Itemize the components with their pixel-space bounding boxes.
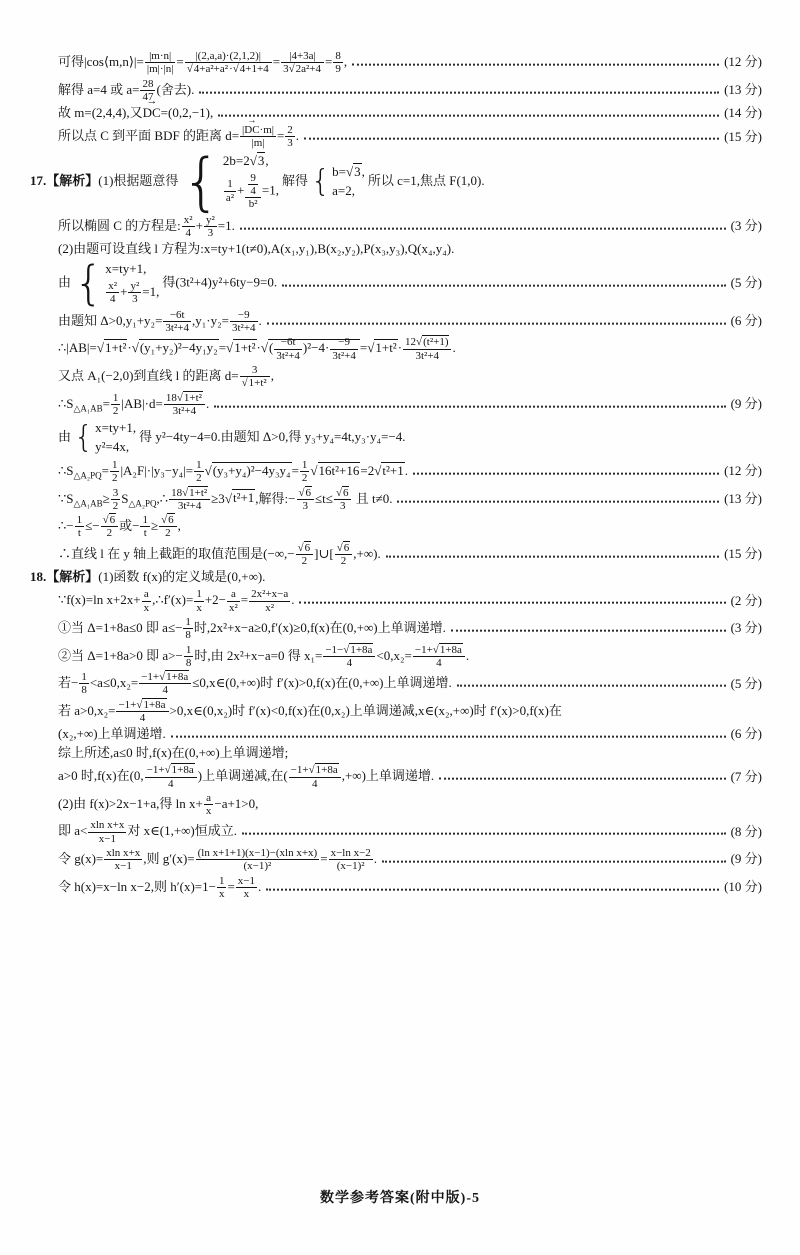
answer-line [30,569,762,586]
answer-line [58,542,762,568]
math-content: 若 a>0,x₂= $\frac{-1+√1+8a}{4}$ >0,x∈(0,x₂)时 f′(x)<0,f(x)在(0,x₂)上单调递减,x∈(x₂,+∞)时 f′(x)>0,f(x)在 [58,698,562,725]
dotted-leader [299,594,725,604]
math-content: 若− $\frac{1}{8}$ <a≤0,x₂= $\frac{-1+√1+8a}{4}$ ≤0,x∈(0,+∞)时 f′(x)>0,f(x)在(0,+∞)上单调递增. [58,671,452,697]
math-content: 解得 a=4 或 a= $\frac{28}{47}$ (舍去). [58,77,195,103]
dotted-leader [282,276,725,286]
answer-line [58,105,762,122]
math-content: 又点 A₁(−2,0)到直线 l 的距离 d= $\frac{3}{\text{√1+t²}}$ , [58,363,274,390]
answer-line [58,671,762,697]
math-content: ①当 Δ=1+8a≤0 即 a≤− $\frac{1}{8}$ 时,2x²+x−a≥0,f′(x)≥0,f(x)在(0,+∞)上单调递增. [58,615,446,642]
score-label: (13 分) [724,490,762,506]
score-label: (8 分) [730,823,762,839]
answer-line [58,588,762,614]
score-label: (10 分) [724,879,762,895]
answer-line [58,78,762,104]
answer-line [58,514,762,540]
answer-line [58,214,762,240]
math-content: 综上所述,a≤0 时,f(x)在(0,+∞)上单调递增; [58,745,289,761]
math-content: 18.【解析】(1)函数 f(x)的定义域是(0,+∞). [30,569,266,585]
math-content: a>0 时,f(x)在(0, $\frac{-1+√1+8a}{4}$ )上单调递减,在( $\frac{-1+√1+8a}{4}$ ,+∞)上单调递增. [58,764,435,790]
math-content: $\because S_{\triangle A_1AB}\ge$ $\frac{3}{2}$ $S_{\triangle A_2PQ},\therefore$ $\frac{\text{18√1+t²}}{\text{3t²+4}}$ ≥3√t²+1,解得:− $\frac{√6}{3}$ ≤t≤ $\frac{√6}{3}$ 且 t≠0. [58,486,393,512]
score-label: (3 分) [730,217,762,233]
math-content: 由 { x=ty+1, y²=4x, 得 y²−4ty−4=0.由题知 Δ>0,得 y₃+y₄=4t,y₃·y₄=−4. [58,419,405,457]
math-content: (x₂,+∞)上单调递增. [58,726,166,742]
math-content: 令 h(x)=x−ln x−2,则 h′(x)=1− $\frac{1}{x}$ = $\frac{x-1}{x}$ . [58,874,262,901]
answer-line [58,792,762,818]
answer-line [58,309,762,335]
answer-line [30,152,762,212]
math-content: ∴|AB|=√1+t²·√(y₁+y₂)²−4y₁y₂=√1+t²·√( $\frac{-6t}{\text{3t²+4}}$ )²−4· $\frac{-9}{\text{3t²+4}}$ =√1+t²· $\frac{\text{12√(t²+1)}}{\text{3t²+4}}$ . [58,336,456,362]
answer-line [58,726,762,743]
answer-line [58,50,762,76]
math-content: 故 m=(2,4,4),又DC →=(0,2,−1), [58,105,213,122]
math-content: ∴直线 l 在 y 轴上截距的取值范围是(−∞,− $\frac{√6}{2}$ ]∪[ $\frac{√6}{2}$ ,+∞). [58,541,381,568]
answer-line [58,764,762,790]
score-label: (12 分) [724,54,762,70]
answer-line [58,644,762,670]
answer-line [58,616,762,642]
math-content: ∵f(x)=ln x+2x+ $\frac{a}{x}$ ,∴f′(x)= $\frac{1}{x}$ +2− $\frac{a}{\text{x²}}$ = $\frac{\text{2x²+x−a}}{\text{x²}}$ . [58,588,295,614]
answer-line [58,847,762,873]
dotted-leader [457,676,726,686]
answer-lines [30,50,762,901]
answer-line [58,745,762,762]
score-label: (7 分) [730,768,762,784]
answer-line [58,364,762,390]
answer-line [58,336,762,362]
answer-line [58,392,762,418]
page-footer: 数学参考答案(附中版)-5 [320,1191,480,1206]
score-label: (12 分) [724,463,762,479]
answer-line [58,419,762,457]
math-content: 可得|cos⟨m,n⟩|= $\frac{|m\cdot n|}{|m|\cdot|n|}$ = $\frac{|(2,a,a)\cdot(2,1,2)|}{\text{√4+a²+a²·√4+1+4}}$ = $\frac{|4+3a|}{\text{3√2a²+4}}$ = $\frac{8}{9}$ , [58,50,348,76]
math-content: ∴− $\frac{1}{t}$ ≤− $\frac{√6}{2}$ 或− $\frac{1}{t}$ ≥ $\frac{√6}{2}$ , [58,514,181,540]
math-content: $\therefore S_{\triangle A_1AB}=$ $\frac{1}{2}$ |AB|·d= $\frac{\text{18√1+t²}}{\text{3t²+4}}$ . [58,391,210,417]
dotted-leader [218,106,719,116]
dotted-leader [240,219,726,229]
math-content: 所以点 C 到平面 BDF 的距离 d= $\frac{|DC \to\cdot m|}{|m|}$ = $\frac{2}{3}$ . [58,124,299,150]
dotted-leader [397,492,719,502]
score-label: (6 分) [730,312,762,328]
score-label: (15 分) [724,128,762,144]
dotted-leader [199,83,719,93]
score-label: (5 分) [730,675,762,691]
score-label: (15 分) [724,546,762,562]
dotted-leader [266,880,719,890]
math-content: ②当 Δ=1+8a>0 即 a>− $\frac{1}{8}$ 时,由 2x²+x−a=0 得 x₁= $\frac{-1-√1+8a}{4}$ <0,x₂= $\frac{-1+√1+8a}{4}$ . [58,643,470,669]
dotted-leader [171,727,726,737]
dotted-leader [242,825,726,835]
math-content: 由题知 Δ>0,y₁+y₂= $\frac{-6t}{\text{3t²+4}}$ ,y₁·y₂= $\frac{-9}{\text{3t²+4}}$ . [58,308,262,334]
math-content: 所以椭圆 C 的方程是: $\frac{\text{x²}}{4}$ + $\frac{\text{y²}}{3}$ =1. [58,213,235,239]
score-label: (9 分) [730,851,762,867]
answer-line [58,487,762,513]
math-content: (2)由 f(x)>2x−1+a,得 ln x+ $\frac{a}{x}$ −a+1>0, [58,791,259,818]
dotted-leader [413,464,719,474]
score-label: (2 分) [730,592,762,608]
dotted-leader [304,129,719,139]
dotted-leader [439,769,725,779]
dotted-leader [352,55,719,65]
math-content: 即 a< $\frac{\text{xln x+x}}{x-1}$ 对 x∈(1,+∞)恒成立. [58,819,238,845]
math-content: $\therefore S_{\triangle A_2PQ}=$ $\frac{1}{2}$ |A₂F|·|y₃−y₄|= $\frac{1}{2}$ √(y₃+y₄)²−4y₃y₄= $\frac{1}{2}$ √16t²+16=2√t²+1. [58,458,408,485]
answer-line [58,241,762,258]
answer-line [58,699,762,725]
score-label: (13 分) [724,81,762,97]
score-label: (9 分) [730,395,762,411]
score-label: (3 分) [730,620,762,636]
answer-line [58,459,762,485]
score-label: (5 分) [730,274,762,290]
score-label: (14 分) [724,105,762,121]
dotted-leader [451,621,726,631]
score-label: (6 分) [730,726,762,742]
math-content: (2)由题可设直线 l 方程为:x=ty+1(t≠0),A(x₁,y₁),B(x₂,y₂),P(x₃,y₃),Q(x₄,y₄). [58,241,455,257]
answer-line [58,875,762,901]
math-content: 17.【解析】(1)根据题意得 { 2b=2√3, $\frac{1}{\text{a²}}$ + $\frac{\frac{9}{4}}{\text{b²}}$ =1, 解得 { b=√3, a=2, 所以 c=1,焦点 F(1,0). [30,152,485,212]
dotted-leader [382,852,726,862]
math-content: 令 g(x)= $\frac{\text{xln x+x}}{x-1}$ ,则 g′(x)= $\frac{\text{(ln x+1+1)(x−1)−(xln x+x)}}{\text{(x−1)²}}$ = $\frac{\text{x−ln x−2}}{\text{(x−1)²}}$ . [58,847,378,873]
dotted-leader [214,397,725,407]
answer-line [58,260,762,307]
answer-line [58,819,762,845]
dotted-leader [267,314,726,324]
answer-line [58,124,762,150]
dotted-leader [386,547,719,557]
math-content: 由 { x=ty+1, $\frac{\text{x²}}{4}$ + $\frac{\text{y²}}{3}$ =1, 得(3t²+4)y²+6ty−9=0. [58,260,277,307]
